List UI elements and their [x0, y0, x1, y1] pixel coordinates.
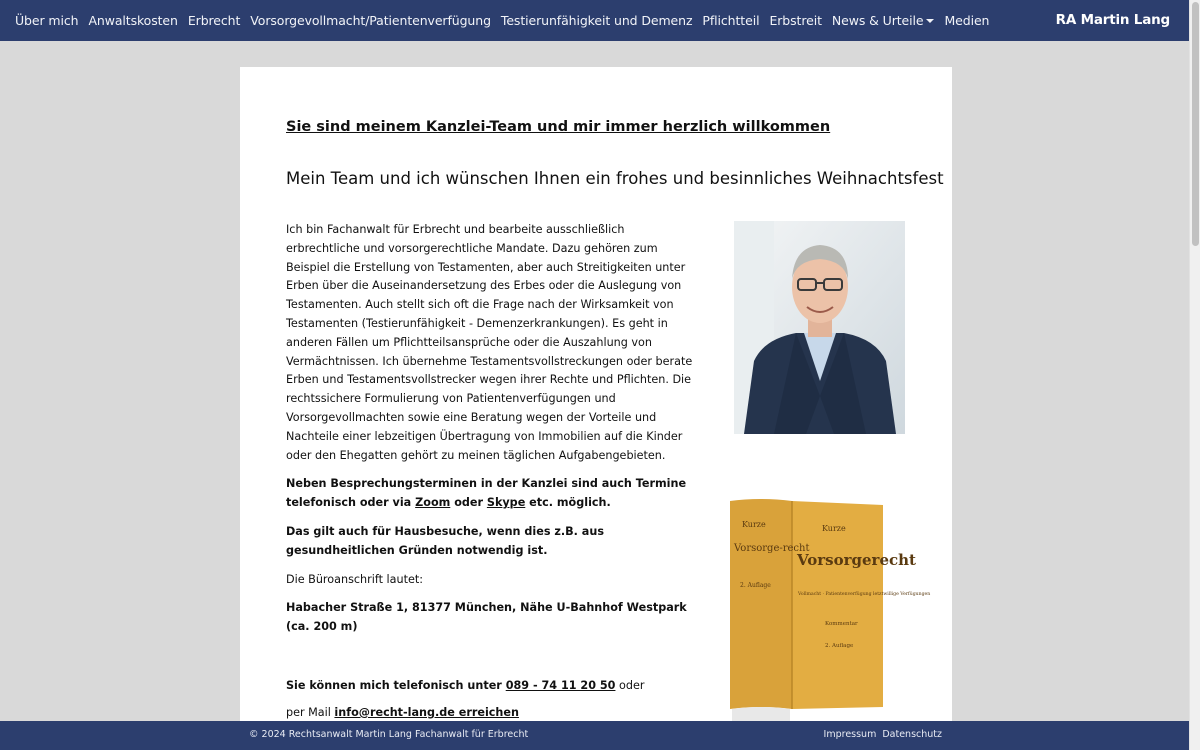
- meetings-paragraph: [286, 475, 696, 513]
- nav-link-medien[interactable]: Medien: [944, 13, 990, 28]
- brand-name[interactable]: RA Martin Lang: [1055, 12, 1170, 28]
- skype-link[interactable]: Skype: [486, 496, 526, 510]
- meetings-text-end: etc. möglich.: [525, 496, 611, 510]
- nav-link-testierunfaehigkeit[interactable]: Testierunfähigkeit und Demenz: [500, 13, 693, 28]
- book-spine-edition: 2. Auflage: [740, 582, 771, 589]
- main-text: [286, 221, 696, 733]
- phone-link[interactable]: 089 - 74 11 20 50: [505, 678, 616, 692]
- datenschutz-link[interactable]: Datenschutz: [882, 729, 942, 740]
- nav-dropdown-news-urteile[interactable]: [827, 13, 940, 28]
- mail-link[interactable]: info@recht-lang.de erreichen: [334, 705, 519, 719]
- book-cover-edition: 2. Auflage: [825, 643, 854, 649]
- book-cover-title: Vorsorgerecht: [797, 551, 916, 569]
- meetings-text-start: Neben Besprechungsterminen in der Kanzlei sind auch Termine telefonisch oder via: [286, 477, 687, 510]
- portrait-illustration: [734, 221, 905, 434]
- nav-link-pflichtteil[interactable]: Pflichtteil: [702, 13, 760, 28]
- mail-text-start: per Mail: [286, 705, 335, 719]
- address-label: Die Büroanschrift lautet:: [286, 572, 424, 586]
- book-illustration: [730, 497, 931, 727]
- content-card: [240, 67, 952, 750]
- scrollbar-thumb[interactable]: [1192, 2, 1199, 246]
- intro-paragraph: Ich bin Fachanwalt für Erbrecht und bearbeite ausschließlich erbrechtliche und vorsorgerechtliche Mandate. Dazu gehören zum Beispiel die Erstellung von Testamenten, aber auch Streitigkeiten unter Erben über die Auseinandersetzung des Erbes oder die Auslegung von Testamenten. Auch stellt sich oft die Frage nach der Wirksamkeit von Testamenten (Testierunfähigkeit - Demenzerkrankungen). Es geht in anderen Fällen um Pflichtteilsansprüche oder die Auszahlung von Vermächtnissen. Ich übernehme Testamentsvollstreckungen oder berate Erben und Testamentsvollstrecker wegen ihrer Rechte und Pflichten. Die rechtssichere Formulierung von Patientenverfügungen und Vorsorgevollmachten sowie eine Beratung wegen der Vorteile und Nachteile einer lebzeitigen Übertragung von Immobilien auf die Kinder oder den Ehegatten gehört zu meinen täglichen Aufgabengebieten.: [286, 223, 693, 462]
- nav-link-vorsorgevollmacht[interactable]: Vorsorgevollmacht/Patientenverfügung: [250, 13, 491, 28]
- page-footer: [0, 721, 1189, 750]
- nav-link-erbrecht[interactable]: Erbrecht: [187, 13, 241, 28]
- home-visits-paragraph: Das gilt auch für Hausbesuche, wenn dies z.B. aus gesundheitlichen Gründen notwendig ist.: [286, 524, 604, 557]
- book-cover-author: Kurze: [822, 524, 846, 533]
- lawyer-portrait-image: [734, 221, 905, 434]
- footer-copyright: © 2024 Rechtsanwalt Martin Lang Fachanwalt für Erbrecht: [249, 729, 529, 740]
- welcome-heading: Sie sind meinem Kanzlei-Team und mir immer herzlich willkommen: [286, 119, 831, 135]
- caret-down-icon: [926, 19, 934, 23]
- greeting-heading: Mein Team und ich wünschen Ihnen ein frohes und besinnliches Weihnachtsfest: [286, 169, 944, 188]
- phone-paragraph: [286, 677, 696, 696]
- book-vorsorgerecht-image: [730, 497, 931, 727]
- nav-link-erbstreit[interactable]: Erbstreit: [769, 13, 822, 28]
- book-spine-title: Vorsorge-recht: [734, 543, 810, 554]
- book-spine-author: Kurze: [742, 520, 766, 529]
- nav-link-ueber-mich[interactable]: Über mich: [15, 13, 79, 28]
- nav-dropdown-label: News & Urteile: [831, 13, 924, 28]
- address-text: Habacher Straße 1, 81377 München, Nähe U-Bahnhof Westpark (ca. 200 m): [286, 601, 687, 634]
- zoom-link[interactable]: Zoom: [415, 496, 451, 510]
- footer-links: [824, 729, 942, 740]
- meetings-text-mid: oder: [450, 496, 487, 510]
- nav-menu: [10, 13, 994, 28]
- top-navbar: [0, 0, 1189, 41]
- phone-text-start: Sie können mich telefonisch unter: [286, 678, 506, 692]
- mail-paragraph: [286, 704, 696, 723]
- vertical-scrollbar[interactable]: [1189, 0, 1200, 750]
- phone-text-end: oder: [615, 678, 645, 692]
- impressum-link[interactable]: Impressum: [823, 729, 877, 740]
- book-cover-type: Kommentar: [825, 621, 858, 627]
- nav-link-anwaltskosten[interactable]: Anwaltskosten: [88, 13, 178, 28]
- book-cover-subtitle: Vollmacht · Patientenverfügung letztwillige Verfügungen: [798, 592, 931, 597]
